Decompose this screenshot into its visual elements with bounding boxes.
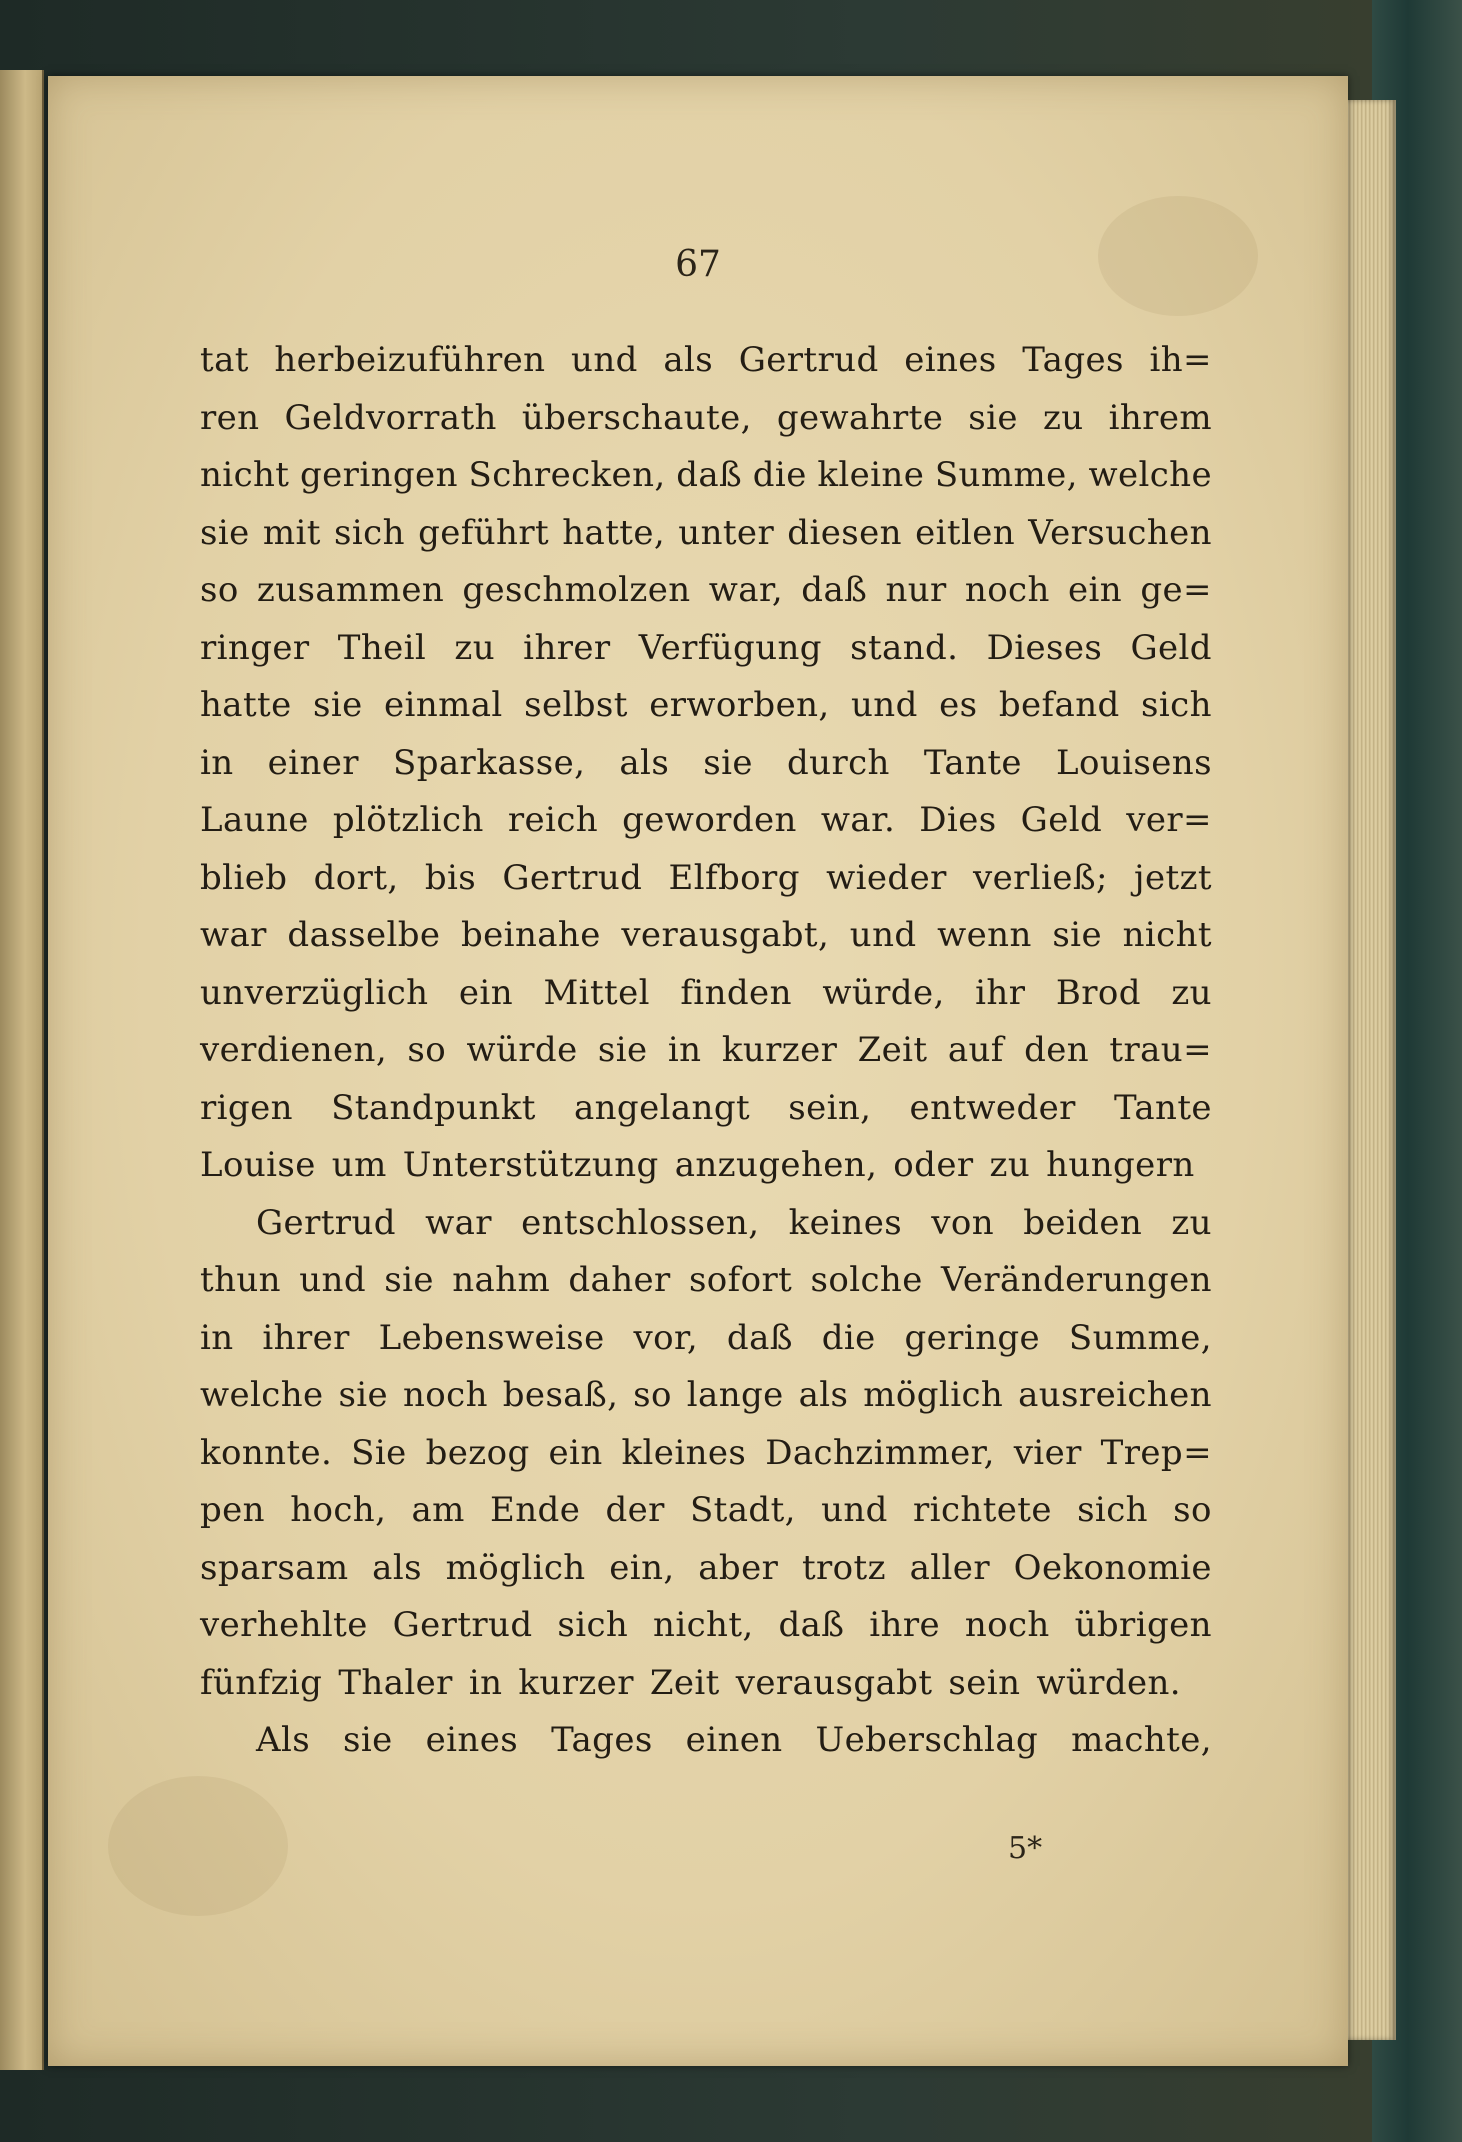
text-line: blieb dort, bis Gertrud Elfborg wieder verließ; jetzt bbox=[200, 857, 1212, 898]
text-line: verdienen, so würde sie in kurzer Zeit auf den trau= bbox=[200, 1030, 1212, 1070]
text-line: tat herbeizuführen und als Gertrud eines Tages ih= bbox=[200, 340, 1212, 380]
text-line: fünfzig Thaler in kurzer Zeit verausgabt sein würden. bbox=[200, 1662, 1182, 1703]
text-line: ringer Theil zu ihrer Verfügung stand. Dieses Geld bbox=[200, 627, 1212, 668]
book-page bbox=[48, 76, 1348, 2066]
text-line: so zusammen geschmolzen war, daß nur noch ein ge= bbox=[200, 570, 1212, 610]
text-line: verhehlte Gertrud sich nicht, daß ihre noch übrigen bbox=[200, 1605, 1212, 1645]
text-line: war dasselbe beinahe verausgabt, und wenn sie nicht bbox=[200, 915, 1212, 955]
previous-page-edge bbox=[0, 70, 44, 2070]
text-line: thun und sie nahm daher sofort solche Veränderungen bbox=[200, 1260, 1212, 1300]
text-line: in ihrer Lebensweise vor, daß die geringe Summe, bbox=[200, 1317, 1212, 1358]
text-line: Als sie eines Tages einen Ueberschlag machte, bbox=[256, 1720, 1212, 1760]
text-line: hatte sie einmal selbst erworben, und es befand sich bbox=[200, 685, 1212, 725]
text-line: Louise um Unterstützung anzugehen, oder zu hungern bbox=[200, 1145, 1195, 1185]
text-line: sparsam als möglich ein, aber trotz aller Oekonomie bbox=[200, 1547, 1212, 1588]
paper-stain bbox=[108, 1776, 288, 1916]
text-line: welche sie noch besaß, so lange als möglich ausreichen bbox=[200, 1375, 1212, 1415]
body-text bbox=[200, 332, 1212, 1770]
text-line: in einer Sparkasse, als sie durch Tante Louisens bbox=[200, 742, 1212, 783]
text-line: konnte. Sie bezog ein kleines Dachzimmer, vier Trep= bbox=[200, 1432, 1212, 1473]
text-line: nicht geringen Schrecken, daß die kleine Summe, welche bbox=[200, 455, 1212, 495]
text-line: rigen Standpunkt angelangt sein, entweder Tante bbox=[200, 1087, 1212, 1128]
page-number: 67 bbox=[675, 244, 721, 285]
page-stack-edge bbox=[1345, 100, 1396, 2040]
signature-mark: 5* bbox=[1008, 1831, 1043, 1866]
text-line: ren Geldvorrath überschaute, gewahrte sie zu ihrem bbox=[200, 397, 1212, 438]
text-line: pen hoch, am Ende der Stadt, und richtete sich so bbox=[200, 1490, 1212, 1530]
text-line: unverzüglich ein Mittel finden würde, ihr Brod zu bbox=[200, 972, 1212, 1013]
text-line: Laune plötzlich reich geworden war. Dies Geld ver= bbox=[200, 800, 1212, 840]
text-line: Gertrud war entschlossen, keines von beiden zu bbox=[256, 1202, 1212, 1243]
text-line: sie mit sich geführt hatte, unter diesen eitlen Versuchen bbox=[200, 512, 1212, 553]
